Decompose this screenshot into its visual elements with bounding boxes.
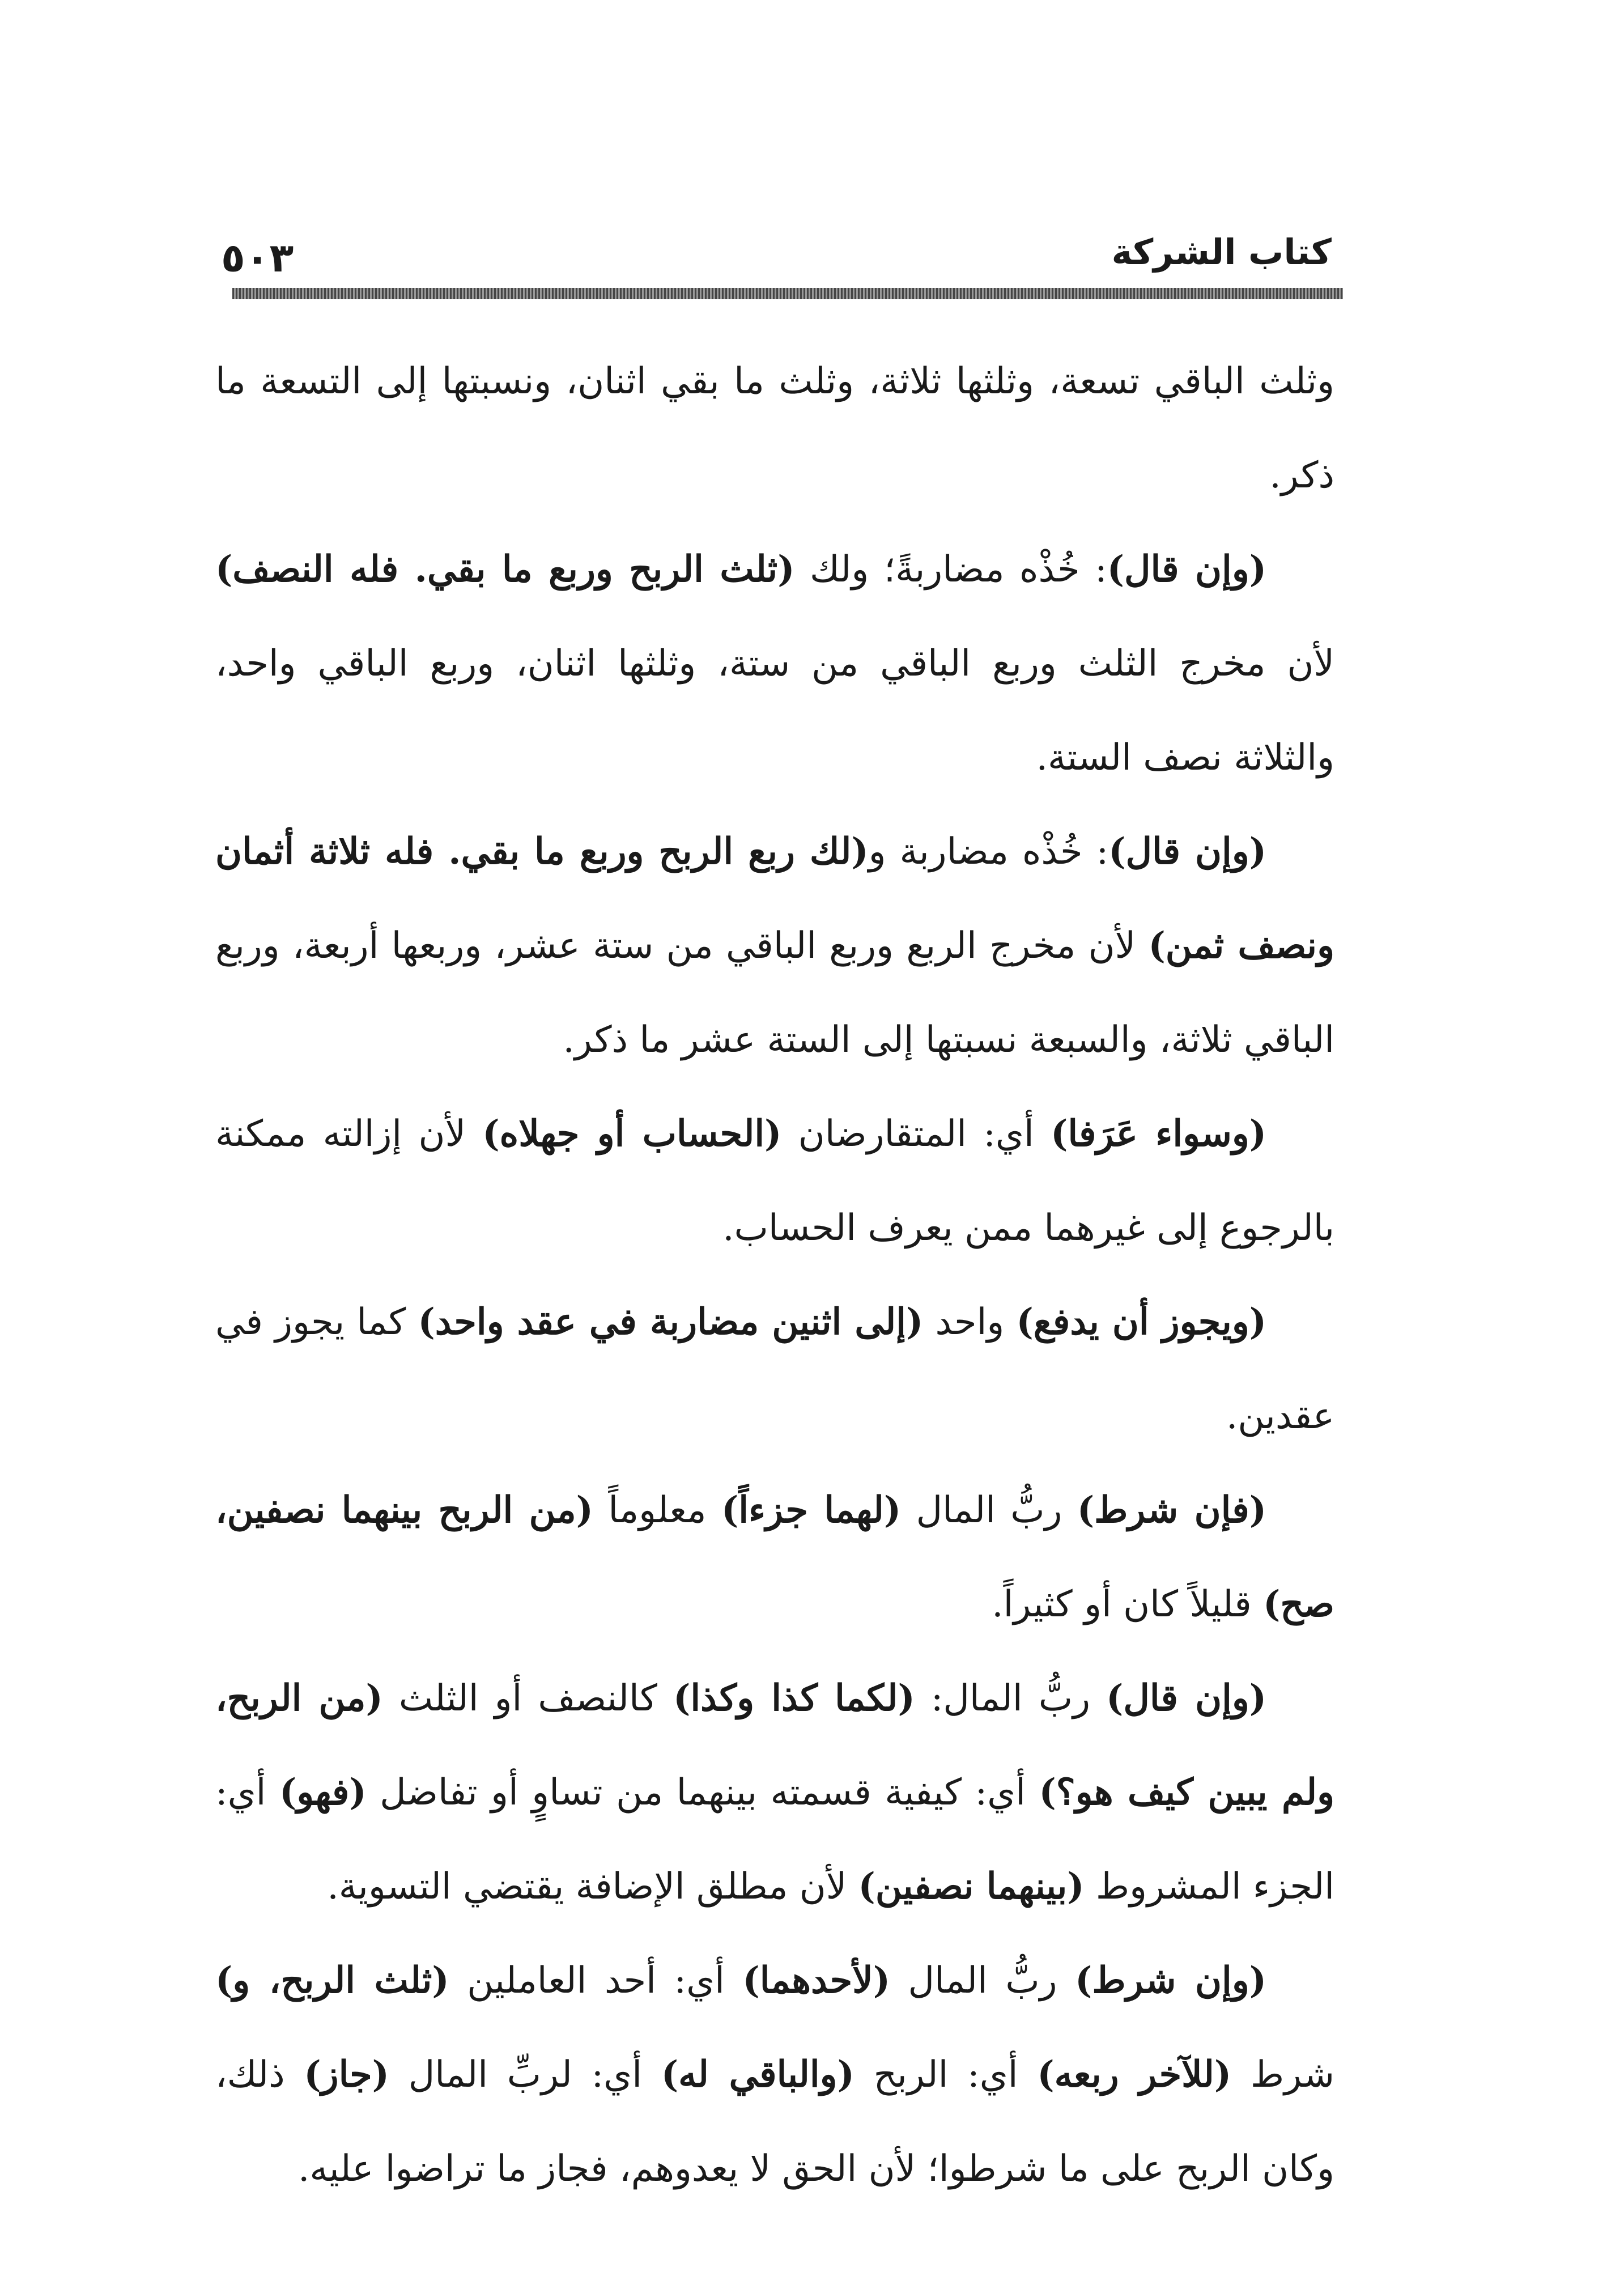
paragraph bbox=[215, 1087, 1334, 1275]
sharh-text: ربُّ المال: bbox=[915, 1678, 1107, 1719]
running-title: كتاب الشركة bbox=[1111, 231, 1332, 273]
sharh-text: لأن مطلق الإضافة يقتضي التسوية. bbox=[327, 1866, 858, 1908]
paragraph bbox=[215, 1275, 1334, 1463]
sharh-text: أي: الربح bbox=[854, 2054, 1038, 2096]
sharh-text: : خُذْه مضاربةً؛ ولك bbox=[794, 549, 1107, 591]
matn-text: (جاز) bbox=[304, 2053, 389, 2096]
matn-text: (ثلث الربح، و) bbox=[215, 1959, 449, 2002]
matn-text: (وإن قال) bbox=[1106, 1677, 1267, 1719]
sharh-text: شرط bbox=[1231, 2054, 1334, 2096]
sharh-text: أي: أحد العاملين bbox=[449, 1960, 743, 2002]
matn-text: (وإن قال) bbox=[1108, 830, 1267, 873]
matn-text: (من الربح بينهما نصفين، صح) bbox=[215, 1489, 1334, 1625]
sharh-text: وثلث الباقي تسعة، وثلثها ثلاثة، وثلث ما بقي اثنان، ونسبتها إلى التسعة ما ذكر. bbox=[215, 360, 1334, 496]
matn-text: (بينهما نصفين) bbox=[858, 1865, 1085, 1908]
matn-text: (للآخر ربعه) bbox=[1037, 2053, 1232, 2096]
sharh-text: ربُّ المال bbox=[890, 1960, 1075, 2002]
sharh-text: ربُّ المال bbox=[901, 1489, 1077, 1531]
paragraph bbox=[215, 1651, 1334, 1934]
paragraph bbox=[215, 805, 1334, 1087]
page-header bbox=[221, 224, 1332, 286]
sharh-text: أي: لربِّ المال bbox=[389, 2054, 661, 2096]
matn-text: (لهما جزءاً) bbox=[721, 1489, 902, 1531]
sharh-text: ذلك، وكان الربح على ما شرطوا؛ لأن الحق لا يعدوهم، فجاز ما تراضوا عليه. bbox=[215, 2054, 1334, 2190]
matn-text: (فهو) bbox=[279, 1771, 367, 1814]
paragraph bbox=[215, 1934, 1334, 2216]
sharh-text: لأن إزالته ممكنة بالرجوع إلى غيرهما ممن يعرف الحساب. bbox=[215, 1113, 1334, 1249]
matn-text: (ثلث الربح وربع ما بقي. فله النصف) bbox=[215, 548, 795, 591]
matn-text: (لأحدهما) bbox=[742, 1959, 890, 2002]
body-text bbox=[215, 334, 1334, 2216]
sharh-text: : خُذْه مضاربة و bbox=[868, 831, 1109, 873]
matn-text: (وإن شرط) bbox=[1075, 1959, 1267, 2002]
sharh-text: معلوماً bbox=[593, 1489, 721, 1531]
matn-text: (إلى اثنين مضاربة في عقد واحد) bbox=[418, 1301, 924, 1343]
matn-text: (الحساب أو جهلاه) bbox=[482, 1112, 782, 1155]
matn-text: (فإن شرط) bbox=[1077, 1489, 1267, 1531]
sharh-text: واحد bbox=[923, 1301, 1017, 1343]
sharh-text: أي: كيفية قسمته بينهما من تساوٍ أو تفاضل bbox=[366, 1772, 1039, 1814]
matn-text: (وإن قال) bbox=[1107, 548, 1266, 591]
matn-text: (لكما كذا وكذا) bbox=[673, 1677, 915, 1719]
paragraph bbox=[215, 523, 1334, 805]
sharh-text: كالنصف أو الثلث bbox=[382, 1678, 674, 1719]
matn-text: (لك ربع الربح وربع ما بقي. فله ثلاثة أثمان ونصف ثمن) bbox=[215, 830, 1335, 967]
sharh-text: كما يجوز في عقدين. bbox=[215, 1301, 1334, 1437]
matn-text: (ويجوز أن يدفع) bbox=[1016, 1301, 1267, 1343]
matn-text: (من الربح، ولم يبين كيف هو؟) bbox=[215, 1677, 1335, 1814]
header-divider bbox=[232, 288, 1343, 299]
sharh-text: أي: الجزء المشروط bbox=[215, 1772, 1334, 1908]
paragraph bbox=[215, 334, 1334, 523]
sharh-text: لأن مخرج الثلث وربع الباقي من ستة، وثلثها اثنان، وربع الباقي واحد، والثلاثة نصف الستة. bbox=[215, 643, 1335, 779]
matn-text: (وسواء عَرَفا) bbox=[1051, 1112, 1266, 1155]
sharh-text: لأن مخرج الربع وربع الباقي من ستة عشر، وربعها أربعة، وربع الباقي ثلاثة، والسبعة نسبتها إلى الستة عشر ما ذكر. bbox=[215, 925, 1334, 1061]
paragraph bbox=[215, 1463, 1334, 1651]
sharh-text: قليلاً كان أو كثيراً. bbox=[992, 1583, 1264, 1625]
matn-text: (والباقي له) bbox=[661, 2053, 854, 2096]
page-number: ٥٠٣ bbox=[221, 235, 294, 281]
sharh-text: أي: المتقارضان bbox=[781, 1113, 1051, 1155]
